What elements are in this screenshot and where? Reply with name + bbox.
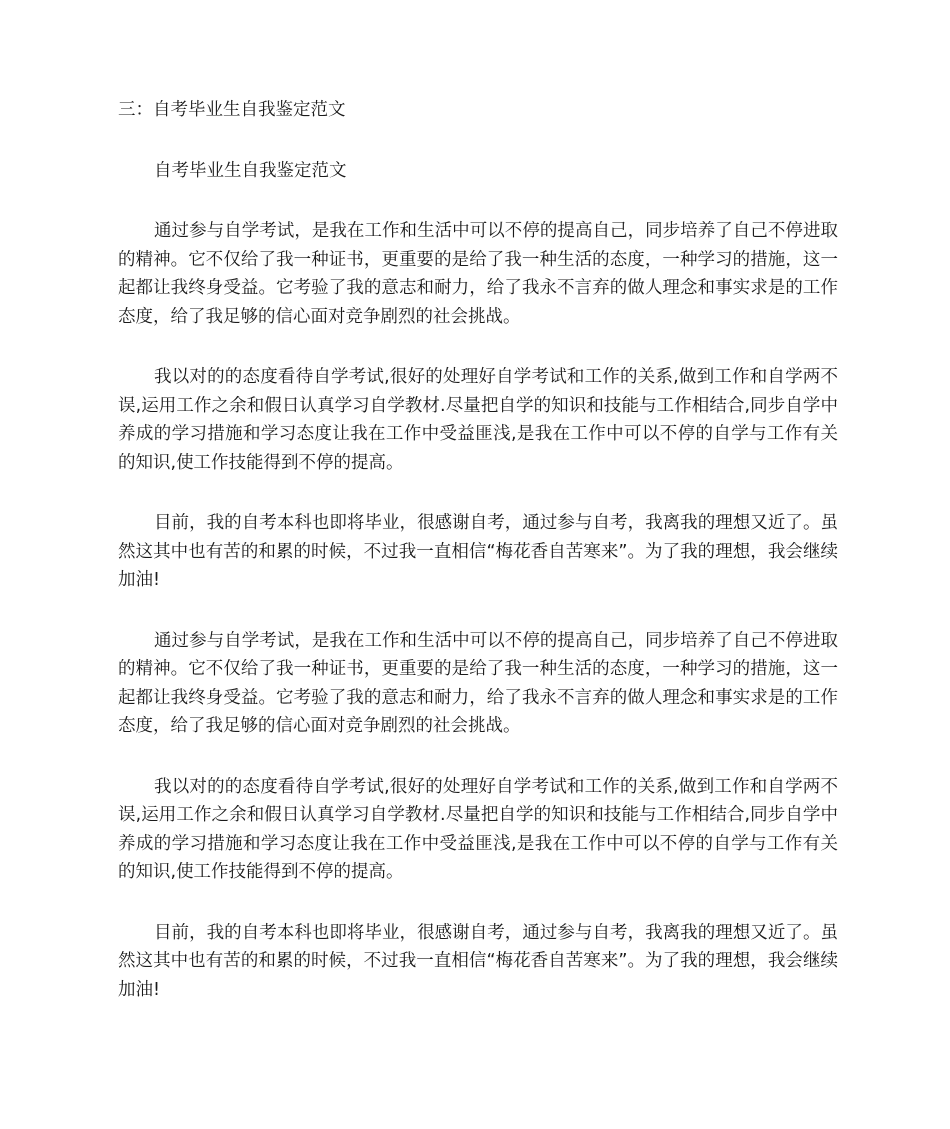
paragraph-2: 我以对的的态度看待自学考试,很好的处理好自学考试和工作的关系,做到工作和自学两不误,运用工作之余和假日认真学习自学教材.尽量把自学的知识和技能与工作相结合,同步自学中养成的学习措施和学习态度让我在工作中受益匪浅,是我在工作中可以不停的自学与工作有关的知识,使工作技能得到不停的提高。 (118, 367, 838, 473)
paragraph-6: 目前，我的自考本科也即将毕业，很感谢自考，通过参与自考，我离我的理想又近了。虽然这其中也有苦的和累的时候，不过我一直相信“梅花香自苦寒来”。为了我的理想，我会继续加油! (118, 922, 838, 1000)
paragraph-5: 我以对的的态度看待自学考试,很好的处理好自学考试和工作的关系,做到工作和自学两不误,运用工作之余和假日认真学习自学教材.尽量把自学的知识和技能与工作相结合,同步自学中养成的学习措施和学习态度让我在工作中受益匪浅,是我在工作中可以不停的自学与工作有关的知识,使工作技能得到不停的提高。 (118, 776, 838, 882)
paragraph-4: 通过参与自学考试，是我在工作和生活中可以不停的提高自己，同步培养了自己不停进取的精神。它不仅给了我一种证书，更重要的是给了我一种生活的态度，一种学习的措施，这一起都让我终身受益。它考验了我的意志和耐力，给了我永不言弃的做人理念和事实求是的工作态度，给了我足够的信心面对竞争剧烈的社会挑战。 (118, 630, 838, 736)
paragraph-3: 目前，我的自考本科也即将毕业，很感谢自考，通过参与自考，我离我的理想又近了。虽然这其中也有苦的和累的时候，不过我一直相信“梅花香自苦寒来”。为了我的理想，我会继续加油! (118, 513, 838, 590)
paragraph-1: 通过参与自学考试，是我在工作和生活中可以不停的提高自己，同步培养了自己不停进取的精神。它不仅给了我一种证书，更重要的是给了我一种生活的态度，一种学习的措施，这一起都让我终身受益。它考验了我的意志和耐力，给了我永不言弃的做人理念和事实求是的工作态度，给了我足够的信心面对竞争剧烈的社会挑战。 (118, 221, 838, 327)
document-page (118, 96, 838, 1036)
section-heading: 三：自考毕业生自我鉴定范文 (118, 100, 346, 120)
document-title: 自考毕业生自我鉴定范文 (154, 160, 347, 181)
